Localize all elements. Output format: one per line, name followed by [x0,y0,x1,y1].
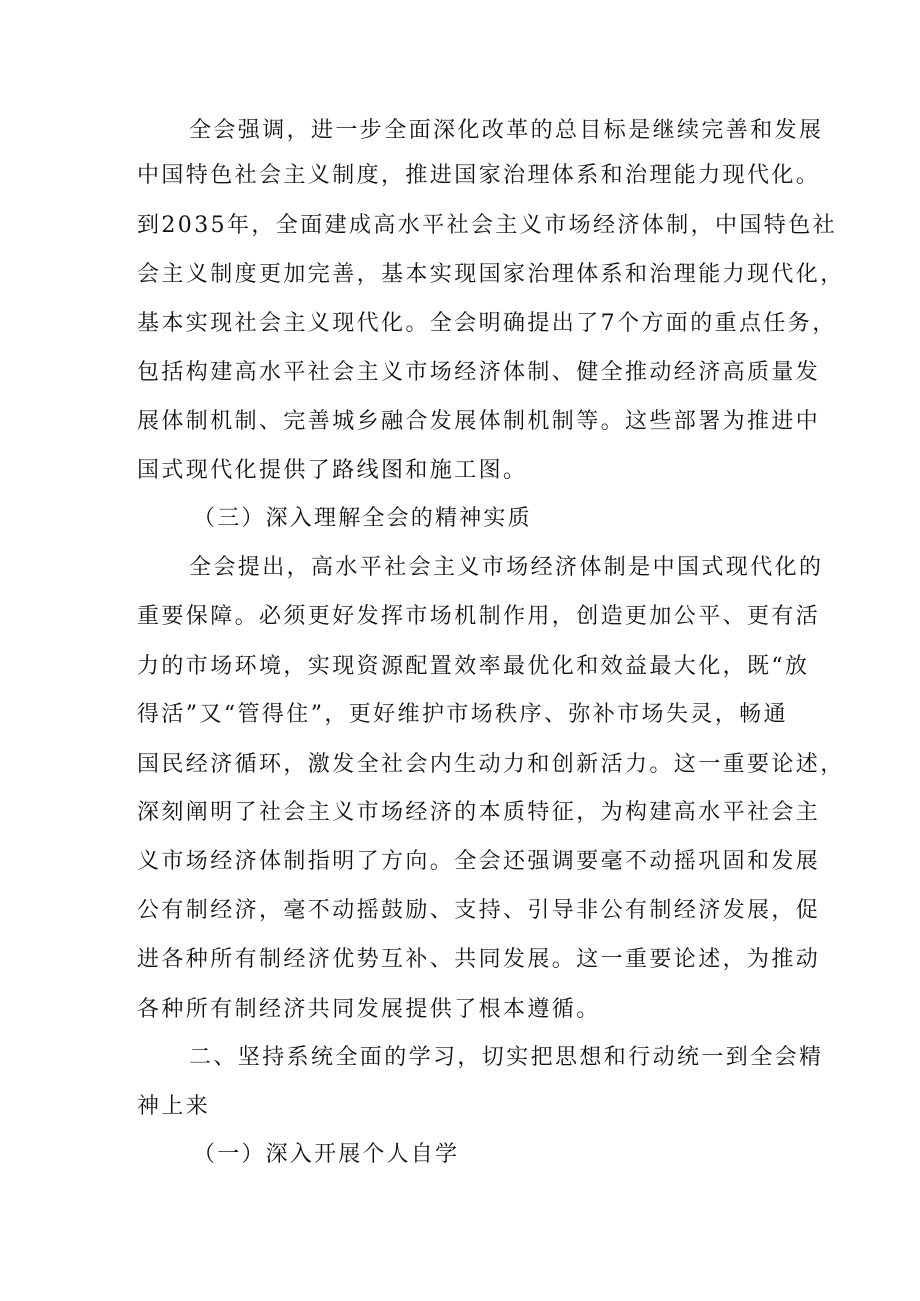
paragraph-line: 力的市场环境，实现资源配置效率最优化和效益最大化，既“放 [137,654,810,679]
paragraph-line: 基本实现社会主义现代化。全会明确提出了7个方面的重点任务， [137,311,837,336]
section-heading: （一）深入开展个人自学 [193,1142,460,1167]
paragraph-line: 各种所有制经济共同发展提供了根本遵循。 [137,997,601,1022]
paragraph-line: 中国特色社会主义制度，推进国家治理体系和治理能力现代化。 [137,163,821,188]
paragraph-line: 到2035年，全面建成高水平社会主义市场经济体制，中国特色社 [137,213,837,238]
paragraph-line: 深刻阐明了社会主义市场经济的本质特征，为构建高水平社会主 [137,800,821,825]
paragraph-line: 义市场经济体制指明了方向。全会还强调要毫不动摇巩固和发展 [137,849,821,874]
section-heading: （三）深入理解全会的精神实质 [193,506,532,531]
paragraph-line: 会主义制度更加完善，基本实现国家治理体系和治理能力现代化， [137,262,845,287]
paragraph-line: 国式现代化提供了路线图和施工图。 [137,458,528,483]
paragraph-line: 公有制经济，毫不动摇鼓励、支持、引导非公有制经济发展，促 [137,898,821,923]
paragraph-line: 全会提出，高水平社会主义市场经济体制是中国式现代化的 [189,555,824,580]
chapter-heading-continued: 神上来 [137,1094,211,1119]
paragraph-line: 进各种所有制经济优势互补、共同发展。这一重要论述，为推动 [137,947,821,972]
chapter-heading: 二、坚持系统全面的学习，切实把思想和行动统一到全会精 [189,1045,824,1070]
paragraph-line: 全会强调，进一步全面深化改革的总目标是继续完善和发展 [189,118,824,143]
paragraph-line: 重要保障。必须更好发挥市场机制作用，创造更加公平、更有活 [137,604,821,629]
paragraph-line: 国民经济循环，激发全社会内生动力和创新活力。这一重要论述， [137,752,845,777]
paragraph-line: 包括构建高水平社会主义市场经济体制、健全推动经济高质量发 [137,360,821,385]
paragraph-line: 得活”又“管得住”，更好维护市场秩序、弥补市场失灵，畅通 [137,702,788,727]
paragraph-line: 展体制机制、完善城乡融合发展体制机制等。这些部署为推进中 [137,409,821,434]
